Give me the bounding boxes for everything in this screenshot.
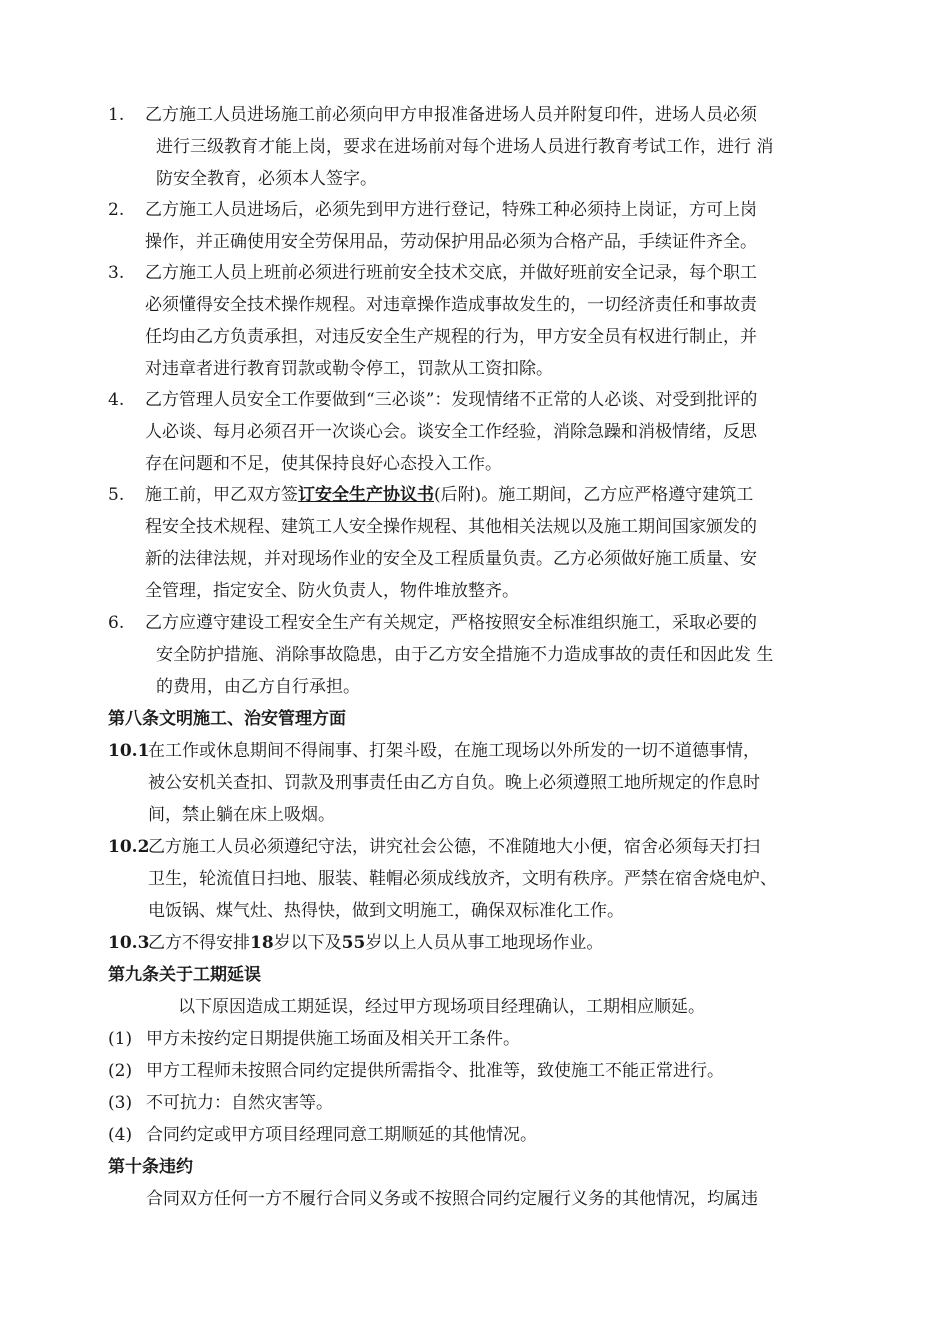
article-heading: 第九条关于工期延误: [108, 965, 261, 985]
clause-number: 10.1: [108, 741, 150, 761]
age-number: 55: [341, 933, 366, 953]
clause-text-segment: 岁以下及: [273, 933, 342, 953]
item-text-line: 必须懂得安全技术操作规程。对违章操作造成事故发生的，一切经济责任和事故责: [145, 295, 757, 315]
item-text-line: 对违章者进行教育罚款或勒令停工，罚款从工资扣除。: [145, 359, 553, 379]
item-text-line: 人必谈、每月必须召开一次谈心会。谈安全工作经验，消除急躁和消极情绪，反思: [145, 422, 757, 442]
item-text-line: 程安全技术规程、建筑工人安全操作规程、其他相关法规以及施工期间国家颁发的: [145, 517, 757, 537]
item-text-line: 全管理，指定安全、防火负责人，物件堆放整齐。: [145, 581, 519, 601]
item-text-line: 乙方施工人员上班前必须进行班前安全技术交底，并做好班前安全记录，每个职工: [145, 263, 757, 283]
clause-text-segment: 乙方不得安排: [148, 933, 250, 953]
item-text-line: 存在问题和不足，使其保持良好心态投入工作。: [145, 454, 502, 474]
age-number: 18: [250, 933, 274, 953]
list-number: (1): [108, 1029, 133, 1049]
item-number: 6.: [108, 613, 125, 633]
clause-text-line: 卫生，轮流值日扫地、服装、鞋帽必须成线放齐，文明有秩序。严禁在宿舍烧电炉、: [148, 869, 777, 889]
clause-text-line: 被公安机关查扣、罚款及刑事责任由乙方自负。晚上必须遵照工地所规定的作息时: [148, 773, 760, 793]
list-number: (2): [108, 1061, 133, 1081]
list-number: (4): [108, 1125, 133, 1145]
article-heading: 第十条违约: [108, 1157, 193, 1177]
item-text-line: 操作，并正确使用安全劳保用品，劳动保护用品必须为合格产品，手续证件齐全。: [145, 232, 757, 252]
item-text-line: 防安全教育，必须本人签字。: [156, 169, 377, 189]
clause-number: 10.3: [108, 933, 150, 953]
clause-text-segment: 岁以上人员从事工地现场作业。: [365, 933, 604, 953]
item-text-line: 安全防护措施、消除事故隐患，由于乙方安全措施不力造成事故的责任和因此发 生: [156, 645, 774, 665]
item-text-line: 的费用，由乙方自行承担。: [156, 677, 360, 697]
item-text-line: 乙方应遵守建设工程安全生产有关规定，严格按照安全标准组织施工，采取必要的: [145, 613, 757, 633]
item-text-segment: 施工前，甲乙双方签: [145, 485, 298, 505]
item-number: 3.: [108, 263, 125, 283]
article-text-line: 合同双方任何一方不履行合同义务或不按照合同约定履行义务的其他情况，均属违: [146, 1189, 758, 1209]
clause-text-line: 乙方施工人员必须遵纪守法，讲究社会公德，不准随地大小便，宿舍必须每天打扫: [148, 837, 760, 857]
item-text-line: 新的法律法规，并对现场作业的安全及工程质量负责。乙方必须做好施工质量、安: [145, 549, 757, 569]
list-item-text: 甲方工程师未按照合同约定提供所需指令、批准等，致使施工不能正常进行。: [146, 1061, 724, 1081]
item-number: 4.: [108, 390, 125, 410]
article-intro: 以下原因造成工期延误，经过甲方现场项目经理确认，工期相应顺延。: [178, 997, 705, 1017]
item-text-line: [145, 484, 753, 506]
article-heading: 第八条文明施工、治安管理方面: [108, 709, 346, 729]
list-item-text: 合同约定或甲方项目经理同意工期顺延的其他情况。: [146, 1125, 537, 1145]
item-number: 1.: [108, 105, 125, 125]
clause-text-line: 在工作或休息期间不得闹事、打架斗殴，在施工现场以外所发的一切不道德事情，: [148, 741, 760, 761]
list-item-text: 不可抗力：自然灾害等。: [146, 1093, 333, 1113]
clause-text-line: 电饭锅、煤气灶、热得快，做到文明施工，确保双标准化工作。: [148, 901, 624, 921]
clause-text-line: 间，禁止躺在床上吸烟。: [148, 805, 335, 825]
clause-text-line: [148, 932, 603, 954]
list-number: (3): [108, 1093, 133, 1113]
item-text-line: 进行三级教育才能上岗，要求在进场前对每个进场人员进行教育考试工作，进行 消: [156, 137, 774, 157]
safety-agreement-link[interactable]: 订安全生产协议书: [298, 485, 434, 505]
list-item-text: 甲方未按约定日期提供施工场面及相关开工条件。: [146, 1029, 520, 1049]
item-number: 5.: [108, 485, 125, 505]
item-text-line: 乙方管理人员安全工作要做到“三必谈”：发现情绪不正常的人必谈、对受到批评的: [145, 390, 758, 410]
item-number: 2.: [108, 200, 125, 220]
item-text-line: 乙方施工人员进场施工前必须向甲方申报准备进场人员并附复印件，进场人员必须: [145, 105, 757, 125]
item-text-line: 任均由乙方负责承担，对违反安全生产规程的行为，甲方安全员有权进行制止，并: [145, 327, 757, 347]
item-text-segment: (后附)。施工期间，乙方应严格遵守建筑工: [434, 485, 754, 505]
item-text-line: 乙方施工人员进场后，必须先到甲方进行登记，特殊工种必须持上岗证，方可上岗: [145, 200, 757, 220]
clause-number: 10.2: [108, 837, 150, 857]
